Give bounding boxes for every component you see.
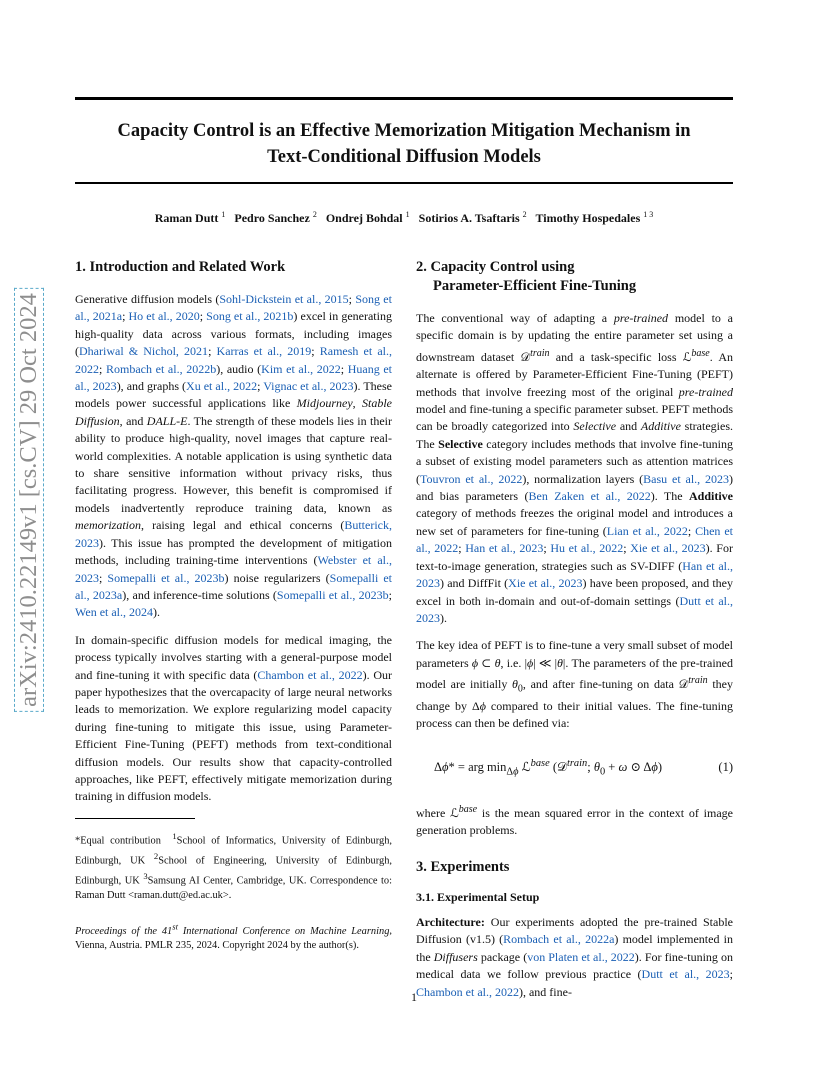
author: Pedro Sanchez — [234, 211, 310, 225]
paragraph: Architecture: Our experiments adopted the pre-trained Stable Diffusion (v1.5) (Rombach et al., 2022a) model implemented in the Diffusers package (von Platen et al., 2022). For fine-tuning on medical data we follow previous practice (Dutt et al., 2023; Chambon et al., 2022), and fine- — [416, 915, 733, 999]
author: Raman Dutt — [154, 211, 219, 225]
left-column — [75, 258, 392, 954]
paragraph: In domain-specific diffusion models for medical imaging, the process typically involves starting with a general-purpose model and fine-tuning it with specific data (Chambon et al., 2022). Our paper hypothesizes that the overcapacity of large neural networks leads to memorization. We explore regularizing model capacity during fine-tuning to mitigate this issue, using Parameter-Efficient Fine-Tuning (PEFT) methods from text-conditional diffusion models. Our results show that capacity-controlled approaches, like PEFT, effectively mitigate memorization during training in diffusion models. — [75, 632, 392, 804]
author: Timothy Hospedales — [535, 211, 641, 225]
footnote: *Equal contribution $^1$School of Informatics, University of Edinburgh, Edinburgh, UK $^2$School of Engineering, University of Edinburgh, Edinburgh, UK $^3$Samsung AI Center, Cambridge, UK. Correspondence to: Raman Dutt <raman.dutt@ed.ac.uk>. — [75, 830, 393, 901]
author-list: Raman Dutt $^1$ Pedro Sanchez $^2$ Ondrej Bohdal $^1$ Sotirios A. Tsaftaris $^2$ Timothy Hospedales $^{1 3}$ — [154, 210, 654, 225]
page-number: 1 — [411, 990, 417, 1004]
author: Sotirios A. Tsaftaris — [418, 211, 520, 225]
section-heading-capacity-control: 2. Capacity Control using Parameter-Efficient Fine-Tuning — [416, 259, 637, 294]
proceedings-note: Proceedings of the 41st International Conference on Machine Learning, Vienna, Austria. PMLR 235, 2024. Copyright 2024 by the author(s). — [75, 921, 392, 952]
subsection-heading-setup: 3.1. Experimental Setup — [416, 889, 540, 904]
footnote-rule — [75, 818, 195, 819]
paragraph: The conventional way of adapting a pre-trained model to a specific domain is by updating the entire parameter set using a downstream dataset 𝒟$^{train}$ and a task-specific loss ℒ$^{base}$. An alternate is offered by Parameter-Efficient Fine-Tuning (PEFT) methods that involve freezing most of the original pre-trained model and fine-tuning a specific parameter subset. PEFT methods can be broadly categorized into Selective and Additive strategies. The Selective category includes methods that involve fine-tuning a subset of existing model parameters such as attention matrices (Touvron et al., 2022), normalization layers (Basu et al., 2023) and bias parameters (Ben Zaken et al., 2022). The Additive category of methods freezes the original model and introduces a new set of parameters for fine-tuning (Lian et al., 2022; Chen et al., 2022; Han et al., 2023; Hu et al., 2022; Xie et al., 2023). For text-to-image generation, strategies such as SV-DIFF (Han et al., 2023) and DiffFit (Xie et al., 2023) have been proposed, and they excel in both in-domain and out-of-domain settings (Dutt et al., 2023). — [416, 311, 734, 625]
bottom-rule — [75, 182, 733, 184]
right-column — [416, 258, 733, 1011]
equation-number: (1) — [718, 760, 733, 775]
author: Ondrej Bohdal — [325, 211, 403, 225]
paragraph: The key idea of PEFT is to fine-tune a very small subset of model parameters ϕ ⊂ θ, i.e. |ϕ| ≪ |θ|. The parameters of the pre-trained model are initially $\theta_0$, and after fine-tuning on data 𝒟$^{train}$ they change by Δϕ compared to their initial values. The fine-tuning process can then be defined via: — [416, 638, 733, 731]
top-rule — [75, 97, 733, 100]
equation: Δϕ* = arg $\min_{\Delta\phi}$ ℒ$^{base}$ (𝒟$^{train}$; $\theta_0 + \omega$ ⊙ Δϕ) (1) — [434, 757, 733, 778]
paper-title: Capacity Control is an Effective Memorization Mitigation Mechanism in Text-Conditional Diffusion Models — [117, 121, 691, 167]
section-heading-experiments: 3. Experiments — [416, 858, 510, 875]
arxiv-stamp[interactable]: arXiv:2410.22149v1 [cs.CV] 29 Oct 2024 — [14, 262, 44, 738]
section-heading-intro: 1. Introduction and Related Work — [75, 259, 286, 275]
paragraph: where ℒ$^{base}$ is the mean squared error in the context of image generation problems. — [416, 803, 733, 838]
paragraph: Generative diffusion models (Sohl-Dickstein et al., 2015; Song et al., 2021a; Ho et al., 2020; Song et al., 2021b) excel in generating high-quality data across various formats, including images (Dhariwal & Nichol, 2021; Karras et al., 2019; Ramesh et al., 2022; Rombach et al., 2022b), audio (Kim et al., 2022; Huang et al., 2023), and graphs (Xu et al., 2022; Vignac et al., 2023). These models power successful applications like Midjourney, Stable Diffusion, and DALL-E. The strength of these models lies in their ability to produce high-quality, novel images that capture real-world complexities. A notable application is using synthetic data to share sensitive information without privacy risks, thus facilitating progress. However, this benefit is compromised if models inadvertently reproduce training data, known as memorization, raising legal and ethical concerns (Butterick, 2023). This issue has prompted the development of mitigation methods, including training-time interventions (Webster et al., 2023; Somepalli et al., 2023b) noise regularizers (Somepalli et al., 2023a), and inference-time solutions (Somepalli et al., 2023b; Wen et al., 2024). — [75, 292, 393, 620]
